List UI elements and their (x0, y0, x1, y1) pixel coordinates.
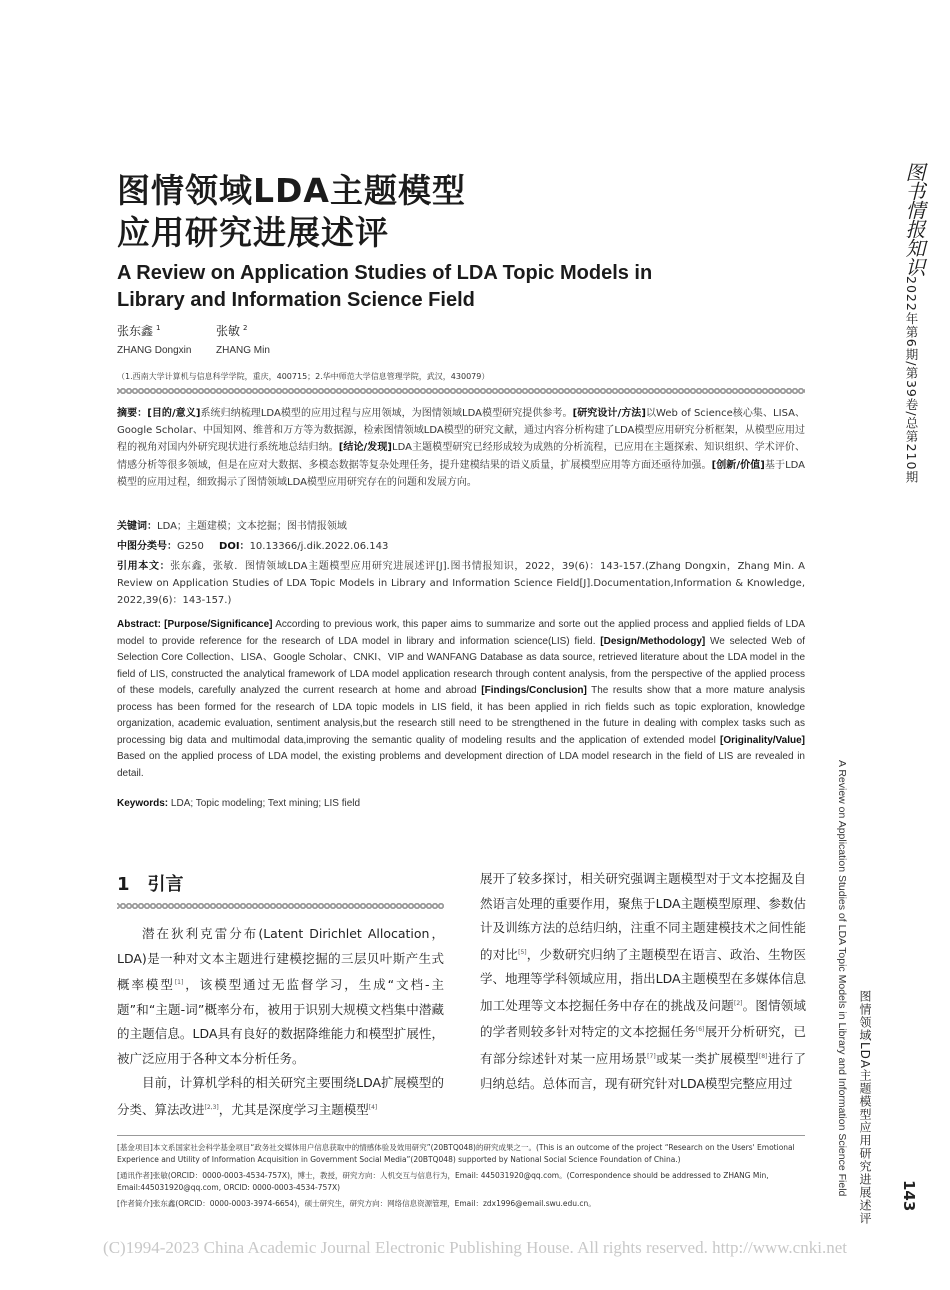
body-column-left (117, 922, 444, 1122)
journal-issue-info: 2022年第6期/第39卷/总第210期 (904, 276, 919, 484)
citation-label: 引用本文： (117, 561, 171, 572)
para1-text-a: 潜在狄利克雷分布(Latent Dirichlet Allocation，LDA)是一种对文本主题进行建模挖掘的三层贝叶斯产生式概率模型 (117, 926, 444, 993)
doi-value: 10.13366/j.dik.2022.06.143 (249, 541, 389, 552)
abstract-en-findings: The results show that a more mature analysis process has been formed for the research of LDA topic models in LIS field, it has been applied in rich fields such as topic exploration, knowledge organization, academic evaluation, sentiment analysis,but the research still need to be strengthened in the future in dealing with complex tasks such as processing big data and multimodal data,improving the semantic quality of modeling results and the application of extended model (117, 685, 805, 746)
running-title-english: A Review on Application Studies of LDA Topic Models in Library and Information Science Field (836, 760, 848, 1197)
footnote-divider (117, 1135, 805, 1136)
citation-ref: [1] (174, 979, 184, 986)
citation-ref: [2,3] (204, 1103, 219, 1111)
paragraph (480, 867, 806, 1096)
affiliation: （1.西南大学计算机与信息科学学院，重庆，400715；2.华中师范大学信息管理学院，武汉，430079） (117, 372, 490, 381)
author-1-name-en: ZHANG Dongxin (117, 345, 192, 356)
author-2-affil-mark: 2 (243, 324, 248, 332)
keywords-en-label: Keywords: (117, 798, 169, 809)
abstract-en-purpose-label: [Purpose/Significance] (164, 619, 273, 630)
author-1-name-cn: 张东鑫 (117, 324, 154, 338)
right-text-2: ，少数研究归纳了主题模型在语言、政治、生物医学、地理等学科领域应用，指出LDA主题模型在多媒体信息加工处理等文本挖掘任务中存在的挑战及问题 (480, 946, 806, 1013)
author-2 (216, 322, 270, 356)
paragraph (117, 922, 444, 1071)
abstract-en-originality-label: [Originality/Value] (719, 734, 806, 746)
right-text-1: 展开了较多探讨，相关研究强调主题模型对于文本挖掘及自然语言处理的重要作用，聚焦于LDA主题模型原理、参数估计及训练方法的总结归纳，注重不同主题建模技术之间性能的对比 (480, 871, 806, 962)
footnote-corresponding-author: [通讯作者]张敏(ORCID：0000-0003-4534-757X)，博士，教授，研究方向：人机交互与信息行为，Email: 445031920@qq.com。(Correspondence should be addressed to ZHANG Min, Email:445031920@qq.com, ORCID: 0000-0003-4534-757X) (117, 1171, 769, 1192)
para1-text-b: ，该模型通过无监督学习，生成“文档-主题”和“主题-词”概率分布，被用于识别大规模文档集中潜藏的主题信息。LDA具有良好的数据降维能力和模型扩展性，被广泛应用于各种文本分析任务。 (117, 977, 444, 1066)
citation-ref: [7] (647, 1052, 656, 1060)
abstract-cn-findings-label: [结论/发现] (338, 442, 392, 454)
right-text-3: 。图情领域的学者则较多针对特定的文本挖掘任务 (480, 997, 806, 1040)
doi-label: DOI： (219, 541, 250, 552)
author-2-name-cn: 张敏 (216, 324, 241, 338)
abstract-en-findings-label: [Findings/Conclusion] (481, 685, 587, 696)
running-title-chinese: 图情领域LDA主题模型应用研究进展述评 (858, 990, 872, 1225)
copyright-watermark: (C)1994-2023 China Academic Journal Electronic Publishing House. All rights reserved. http://www.cnki.net (103, 1238, 847, 1257)
footnote-author-bio: [作者简介]张东鑫(ORCID：0000-0003-3974-6654)，硕士研究生，研究方向：网络信息资源管理，Email：zdx1996@email.swu.edu.cn。 (117, 1199, 596, 1208)
page-number: 143 (900, 1180, 918, 1212)
citation-text: 张东鑫，张敏．图情领域LDA主题模型应用研究进展述评[J].图书情报知识，2022，39(6)：143-157.(Zhang Dongxin，Zhang Min. A Review on Application Studies of LDA Topic Models in Library and Information Science Field[J].Documentation,Information & Knowledge, 2022,39(6)：143-157.) (117, 561, 805, 606)
citation-ref: [8] (758, 1052, 768, 1060)
keywords-cn-label: 关键词： (117, 521, 157, 532)
abstract-en-originality: Based on the applied process of LDA model, the existing problems and development direction of LDA model research in the field of LIS are revealed in detail. (117, 751, 805, 779)
section-title: 引言 (147, 874, 184, 895)
footnotes (117, 1142, 805, 1214)
abstract-cn-purpose: 系统归纳梳理LDA模型的应用过程与应用领域，为图情领域LDA模型研究提供参考。 (200, 408, 573, 419)
abstract-cn-purpose-label: [目的/意义] (147, 408, 201, 419)
keywords-chinese (117, 519, 805, 535)
citation (117, 558, 805, 609)
abstract-cn-findings: LDA主题模型研究已经形成较为成熟的分析流程，已应用在主题探索、知识组织、学术评价、情感分析等很多领域，但是在应对大数据、多模态数据等复杂处理任务，提升建模结果的语义质量，扩展模型应用等方面还亟待加强。 (117, 442, 806, 471)
citation-ref: [4] (368, 1103, 378, 1111)
right-text-6: 进行了归纳总结。总体而言，现有研究针对LDA模型完整应用过 (480, 1051, 806, 1091)
title-english-line2: Library and Information Science Field (117, 289, 475, 311)
abstract-chinese (117, 405, 805, 491)
citation-ref: [6] (695, 1026, 705, 1034)
right-text-5: 或某一类扩展模型 (655, 1051, 759, 1067)
abstract-en-design: We selected Web of Selection Core Collection、LISA、Google Scholar、CNKI、VIP and WANFANG Database as data source, retrieved literature about the LDA model in the field of LIS, constructed the analytical framework of LDA model application research through content analysis, from the perspective of the applied process of these models, carefully analyzed the current research at home and abroad (117, 635, 806, 696)
author-1-affil-mark: 1 (156, 324, 161, 332)
diamond-divider-top (117, 388, 805, 394)
abstract-en-label: Abstract: (117, 619, 161, 630)
citation-ref: [5] (518, 948, 527, 956)
title-english-line1: A Review on Application Studies of LDA Topic Models in (117, 262, 653, 284)
abstract-cn-label: 摘要： (117, 408, 148, 419)
keywords-en-text: LDA; Topic modeling; Text mining; LIS field (170, 798, 361, 809)
abstract-cn-design: 以Web of Science核心集、LISA、Google Scholar、中国知网、维普和万方等为数据源，检索图情领域LDA模型的研究文献，通过内容分析构建了LDA模型应用研究分析框架，从模型应用过程的视角对国内外研究现状进行系统地总结归纳。 (117, 408, 806, 454)
classification-value: G250 (177, 541, 204, 552)
paragraph (117, 1071, 444, 1122)
section-heading (117, 870, 184, 896)
abstract-en-purpose: According to previous work, this paper aims to summarize and sorte out the applied process and applied fields of LDA model to provide reference for the research of LDA model in library and information science(LIS) field. (117, 619, 805, 647)
para2-text-a: 目前，计算机学科的相关研究主要围绕LDA扩展模型的分类、算法改进 (117, 1075, 444, 1117)
keywords-cn-text: LDA；主题建模；文本挖掘；图书情报领域 (157, 521, 347, 532)
abstract-cn-originality: 基于LDA模型的应用过程，细致揭示了图情领域LDA模型应用研究存在的问题和发展方向。 (117, 459, 806, 488)
right-text-4: 展开分析研究，已有部分综述针对某一应用场景 (480, 1024, 806, 1067)
journal-name-logo: 图书情报知识 (902, 162, 926, 276)
section-number: 1 (117, 874, 130, 895)
title-chinese (117, 170, 677, 254)
diamond-divider-section (117, 903, 444, 909)
author-1 (117, 322, 191, 356)
classification-line (117, 539, 805, 555)
title-english (117, 260, 737, 314)
keywords-english (117, 798, 360, 809)
author-2-name-en: ZHANG Min (216, 345, 270, 356)
classification-label: 中图分类号： (117, 541, 177, 552)
title-chinese-line2: 应用研究进展述评 (117, 213, 389, 252)
para2-text-b: ，尤其是深度学习主题模型 (218, 1101, 369, 1117)
abstract-en-design-label: [Design/Methodology] (600, 635, 706, 647)
footnote-funding: [基金项目]本文系国家社会科学基金项目“政务社交媒体用户信息获取中的情感体验及效用研究”(20BTQ048)的研究成果之一。(This is an outcome of the project “Research on the Users' Emotional Experience and Utility of Information Acquisition in Government Social Media”(20BTQ048) supported by National Social Science Foundation of China.) (117, 1143, 795, 1164)
abstract-cn-originality-label: [创新/价值] (711, 459, 765, 471)
abstract-cn-design-label: [研究设计/方法] (572, 408, 646, 419)
abstract-english (117, 617, 805, 782)
citation-ref: [2] (733, 999, 743, 1007)
body-column-right (480, 867, 806, 1096)
title-chinese-line1: 图情领域LDA主题模型 (117, 171, 466, 210)
